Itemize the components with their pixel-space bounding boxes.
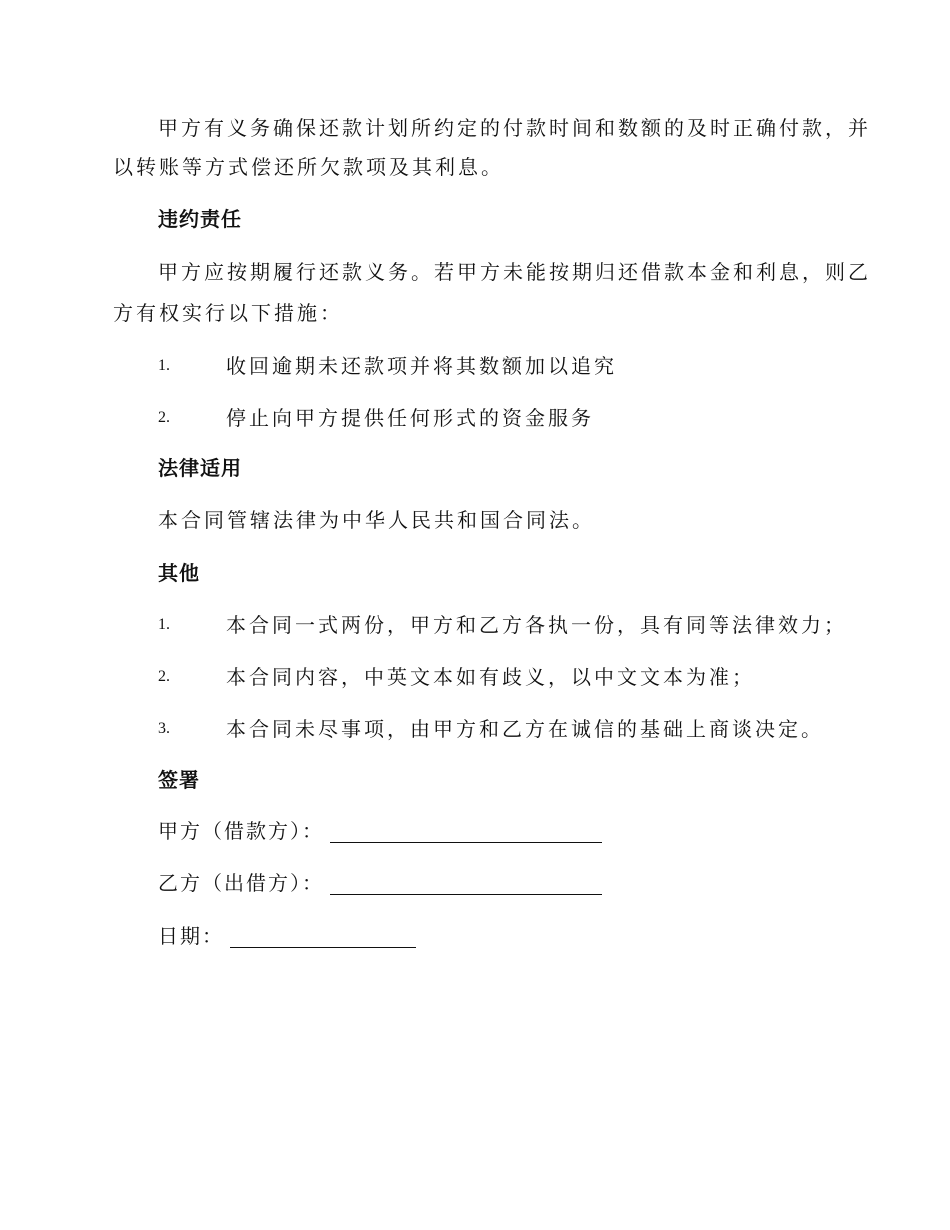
date-label: 日期： bbox=[158, 924, 224, 948]
party-a-label: 甲方（借款方）： bbox=[158, 819, 324, 843]
list-number: 2. bbox=[158, 409, 170, 426]
law-text: 本合同管辖法律为中华人民共和国合同法。 bbox=[158, 508, 595, 532]
list-item: 本合同一式两份，甲方和乙方各执一份，具有同等法律效力； bbox=[226, 613, 847, 637]
intro-line-1: 甲方有义务确保还款计划所约定的付款时间和数额的及时正确付款，并 bbox=[158, 116, 871, 140]
list-item: 收回逾期未还款项并将其数额加以追究 bbox=[226, 354, 617, 378]
date-blank[interactable] bbox=[230, 927, 416, 948]
signature-line-date bbox=[158, 924, 416, 948]
section-heading-breach: 违约责任 bbox=[158, 207, 242, 231]
party-a-signature-blank[interactable] bbox=[330, 822, 602, 843]
party-b-signature-blank[interactable] bbox=[330, 874, 602, 895]
list-item: 本合同未尽事项，由甲方和乙方在诚信的基础上商谈决定。 bbox=[226, 717, 824, 741]
list-item: 停止向甲方提供任何形式的资金服务 bbox=[226, 406, 594, 430]
list-item: 本合同内容，中英文本如有歧义，以中文文本为准； bbox=[226, 665, 755, 689]
breach-line-2: 方有权实行以下措施： bbox=[113, 301, 343, 325]
signature-line-party-b bbox=[158, 871, 602, 895]
section-heading-signature: 签署 bbox=[158, 768, 200, 792]
section-heading-other: 其他 bbox=[158, 561, 200, 585]
list-number: 2. bbox=[158, 668, 170, 685]
list-number: 3. bbox=[158, 720, 170, 737]
section-heading-law: 法律适用 bbox=[158, 456, 242, 480]
signature-line-party-a bbox=[158, 819, 602, 843]
list-number: 1. bbox=[158, 616, 170, 633]
list-number: 1. bbox=[158, 357, 170, 374]
breach-line-1: 甲方应按期履行还款义务。若甲方未能按期归还借款本金和利息，则乙 bbox=[158, 260, 871, 284]
party-b-label: 乙方（出借方）： bbox=[158, 871, 324, 895]
intro-line-2: 以转账等方式偿还所欠款项及其利息。 bbox=[113, 155, 504, 179]
